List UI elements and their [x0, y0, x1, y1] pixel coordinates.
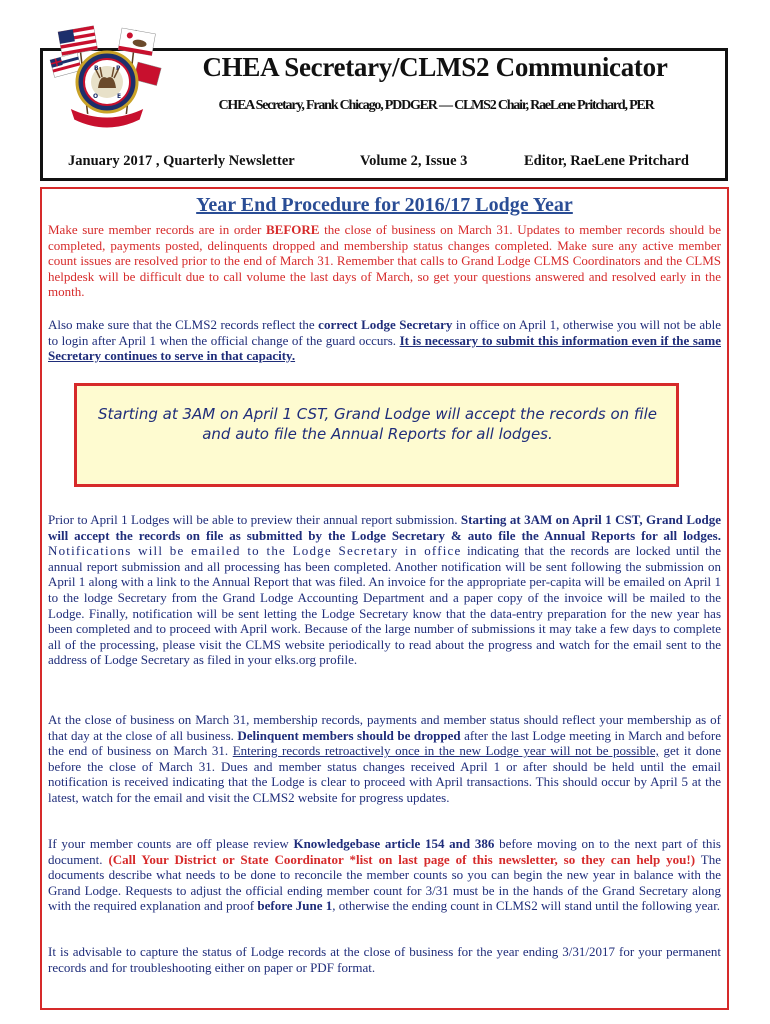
emphasis-auto-file: Starting at 3AM on April 1 CST, Grand Lodge will accept the records on file as submitted by the Lodge Secretary & auto file the Annual Reports for all lodges.: [48, 512, 721, 543]
emphasis-correct-secretary: correct Lodge Secretary: [318, 317, 453, 332]
issue-editor: Editor, RaeLene Pritchard: [524, 153, 689, 169]
text-segment: If your member counts are off please review: [48, 836, 294, 851]
paragraph-correct-secretary: [48, 317, 721, 364]
paragraph-records-order: [48, 222, 721, 300]
text-segment: Make sure member records are in order: [48, 222, 267, 237]
paragraph-capture-status: It is advisable to capture the status of Lodge records at the close of business for the year ending 3/31/2017 for your permanent records and for troubleshooting either on paper or PDF format.: [48, 944, 721, 975]
text-segment: get it done before the close of March 31. Dues and member status changes received April 1 or after should be held until the email notification is received indicating that the Lodge is clear to proceed with April transactions. This should occur by April 5 at the latest, watch for the email and visit the CLMS2 website for progress updates.: [48, 743, 721, 805]
svg-text:E: E: [117, 93, 122, 100]
text-segment: The documents describe what needs to be done to reconcile the member counts so you can begin the new year in balance with the Grand Lodge. Requests to adjust the official ending member count for 3/31 must be in the hands of the Grand Secretary along with the required explanation and proof: [48, 851, 721, 914]
newsletter-title: CHEA Secretary/CLMS2 Communicator: [202, 52, 668, 82]
emphasis-necessary-submit: It is necessary to submit this information even if the same Secretary continues to serve in that capacity.: [48, 332, 721, 364]
text-segment: indicating that the records are locked until the annual report submission and all processing has been completed. Another notification will be sent following the submission on April 1 along with a link to the Annual Report that was filed. An invoice for the appropriate per-capita will be emailed on April 1 to the lodge Secretary from the Grand Lodge Accounting Department and a paper copy of the invoice will be mailed to the Lodge. Finally, notification will be sent letting the Lodge Secretary know that the data-entry preparation for the new year has been completed and to proceed with April work. Because of the large number of submissions it may take a few days to complete all of the processing, please visit the CLMS website periodically to read about the progress and watch for the email sent to the address of Lodge Secretary as filed in your elks.org profile.: [48, 543, 722, 668]
emphasis-call-coordinator: (Call Your District or State Coordinator *list on last page of this newsletter, so they can help you!): [108, 851, 696, 867]
emphasis-retroactive: Entering records retroactively once in the new Lodge year will not be possible,: [232, 743, 659, 759]
issue-volume: Volume 2, Issue 3: [360, 153, 468, 169]
emphasis-knowledgebase: Knowledgebase article 154 and 386: [293, 836, 495, 851]
text-segment: the close of business on March 31. Updates to member records should be completed, payments posted, delinquents dropped and membership status changes completed. Make sure any active member count issues are resolved prior to the end of March 31. Remember that calls to Grand Lodge CLMS Coordinators and the CLMS helpdesk will be difficult due to call volume the last days of March, so get your questions answered and resolved early in the month.: [48, 222, 721, 300]
paragraph-preview-submission: [48, 512, 721, 668]
svg-text:B: B: [94, 65, 99, 72]
emphasis-before: BEFORE: [266, 222, 320, 237]
article-title: Year End Procedure for 2016/17 Lodge Year: [196, 194, 573, 216]
chea-elks-emblem-icon: [48, 22, 166, 140]
text-segment: after the last Lodge meeting in March and before the end of business on March 31.: [48, 727, 722, 759]
text-segment: , otherwise the ending count in CLMS2 will stand until the following year.: [332, 898, 721, 914]
svg-text:P: P: [116, 65, 121, 72]
text-segment: Notifications will be emailed to the Lodge Secretary in office: [48, 543, 462, 559]
text-segment: At the close of business on March 31, membership records, payments and member status should reflect your membership as of that day at the close of all business.: [48, 712, 721, 743]
svg-text:O: O: [93, 93, 99, 100]
paragraph-close-of-business: [48, 712, 721, 806]
emphasis-delinquent: Delinquent members should be dropped: [237, 727, 461, 743]
text-segment: before moving on to the next part of this document.: [48, 836, 721, 867]
text-segment: in office on April 1, otherwise you will not be able to login after April 1 when the official change of the guard occurs.: [48, 317, 721, 348]
masthead-subtitle: CHEA Secretary, Frank Chicago, PDDGER — CLMS2 Chair, RaeLene Pritchard, PER: [218, 98, 654, 113]
callout-text: Starting at 3AM on April 1 CST, Grand Lodge will accept the records on file and auto file the Annual Reports for all lodges.: [98, 405, 657, 443]
issue-date: January 2017 , Quarterly Newsletter: [68, 153, 295, 169]
emphasis-before-june: before June 1: [257, 898, 333, 914]
text-segment: Also make sure that the CLMS2 records reflect the: [48, 317, 319, 332]
paragraph-member-counts: [48, 836, 721, 914]
text-segment: Prior to April 1 Lodges will be able to preview their annual report submission.: [48, 512, 461, 527]
